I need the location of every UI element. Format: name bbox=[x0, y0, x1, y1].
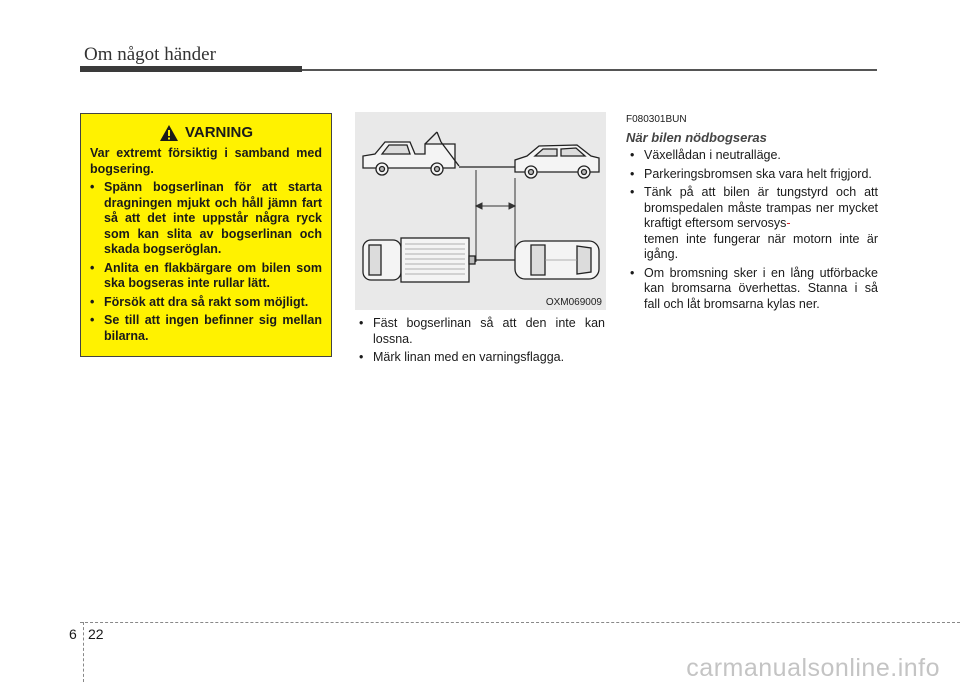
warning-triangle-icon bbox=[159, 124, 179, 142]
section-list bbox=[626, 148, 878, 312]
instruction-item: • Fäst bogserlinan så att den inte kan lossna. bbox=[355, 316, 605, 347]
figure-code: OXM069009 bbox=[545, 297, 602, 308]
towing-diagram bbox=[355, 112, 606, 310]
header-bar bbox=[80, 66, 302, 72]
distance-markers bbox=[476, 170, 515, 262]
towing-illustration bbox=[355, 112, 606, 310]
footer-rule bbox=[80, 622, 960, 623]
section-code: F080301BUN bbox=[626, 114, 687, 125]
towed-car-side bbox=[515, 145, 599, 178]
warning-header bbox=[90, 124, 322, 142]
warning-box bbox=[80, 113, 332, 357]
footer-divider bbox=[83, 622, 84, 682]
warning-intro: Var extremt försiktig i samband med bogsering. bbox=[90, 146, 322, 176]
tow-truck-side bbox=[363, 132, 459, 175]
warning-item: • Anlita en flakbärgare om bilen som ska bogseras inte rullar lätt. bbox=[90, 261, 322, 292]
emergency-towing-section bbox=[626, 112, 878, 315]
hyphen-mark: - bbox=[786, 216, 791, 230]
section-item-text: Tänk på att bilen är tungstyrd och att bromspedalen måste trampas ner mycket kraftigt eftersom servosys bbox=[644, 185, 878, 230]
tow-truck-top bbox=[363, 238, 475, 282]
warning-item: • Spänn bogserlinan för att starta dragningen mjukt och håll jämn fart så att det inte uppstår några ryck som kan slita av bogserlinan och skada bogseröglan. bbox=[90, 180, 322, 258]
page-number: 22 bbox=[88, 626, 104, 642]
header-rule bbox=[302, 69, 877, 71]
warning-item: • Se till att ingen befinner sig mellan bilarna. bbox=[90, 313, 322, 344]
chapter-number: 6 bbox=[69, 626, 77, 642]
section-item: • Parkeringsbromsen ska vara helt frigjord. bbox=[626, 167, 878, 183]
section-item-text: temen inte fungerar när motorn inte är igång. bbox=[644, 231, 878, 261]
warning-item: • Försök att dra så rakt som möjligt. bbox=[90, 295, 322, 311]
page-header-title: Om något händer bbox=[84, 44, 216, 65]
watermark: carmanualsonline.info bbox=[686, 654, 940, 682]
instruction-item: • Märk linan med en varningsflagga. bbox=[355, 350, 605, 366]
towing-instructions-list bbox=[355, 316, 605, 369]
warning-title: VARNING bbox=[184, 124, 254, 142]
section-item bbox=[626, 185, 878, 263]
towed-car-top bbox=[515, 241, 599, 279]
warning-list bbox=[90, 180, 322, 344]
section-item: • Växellådan i neutralläge. bbox=[626, 148, 878, 164]
section-item: • Om bromsning sker i en lång utförbacke kan bromsarna överhettas. Stanna i så fall och låt bromsarna kylas ner. bbox=[626, 266, 878, 313]
section-title: När bilen nödbogseras bbox=[626, 129, 767, 145]
